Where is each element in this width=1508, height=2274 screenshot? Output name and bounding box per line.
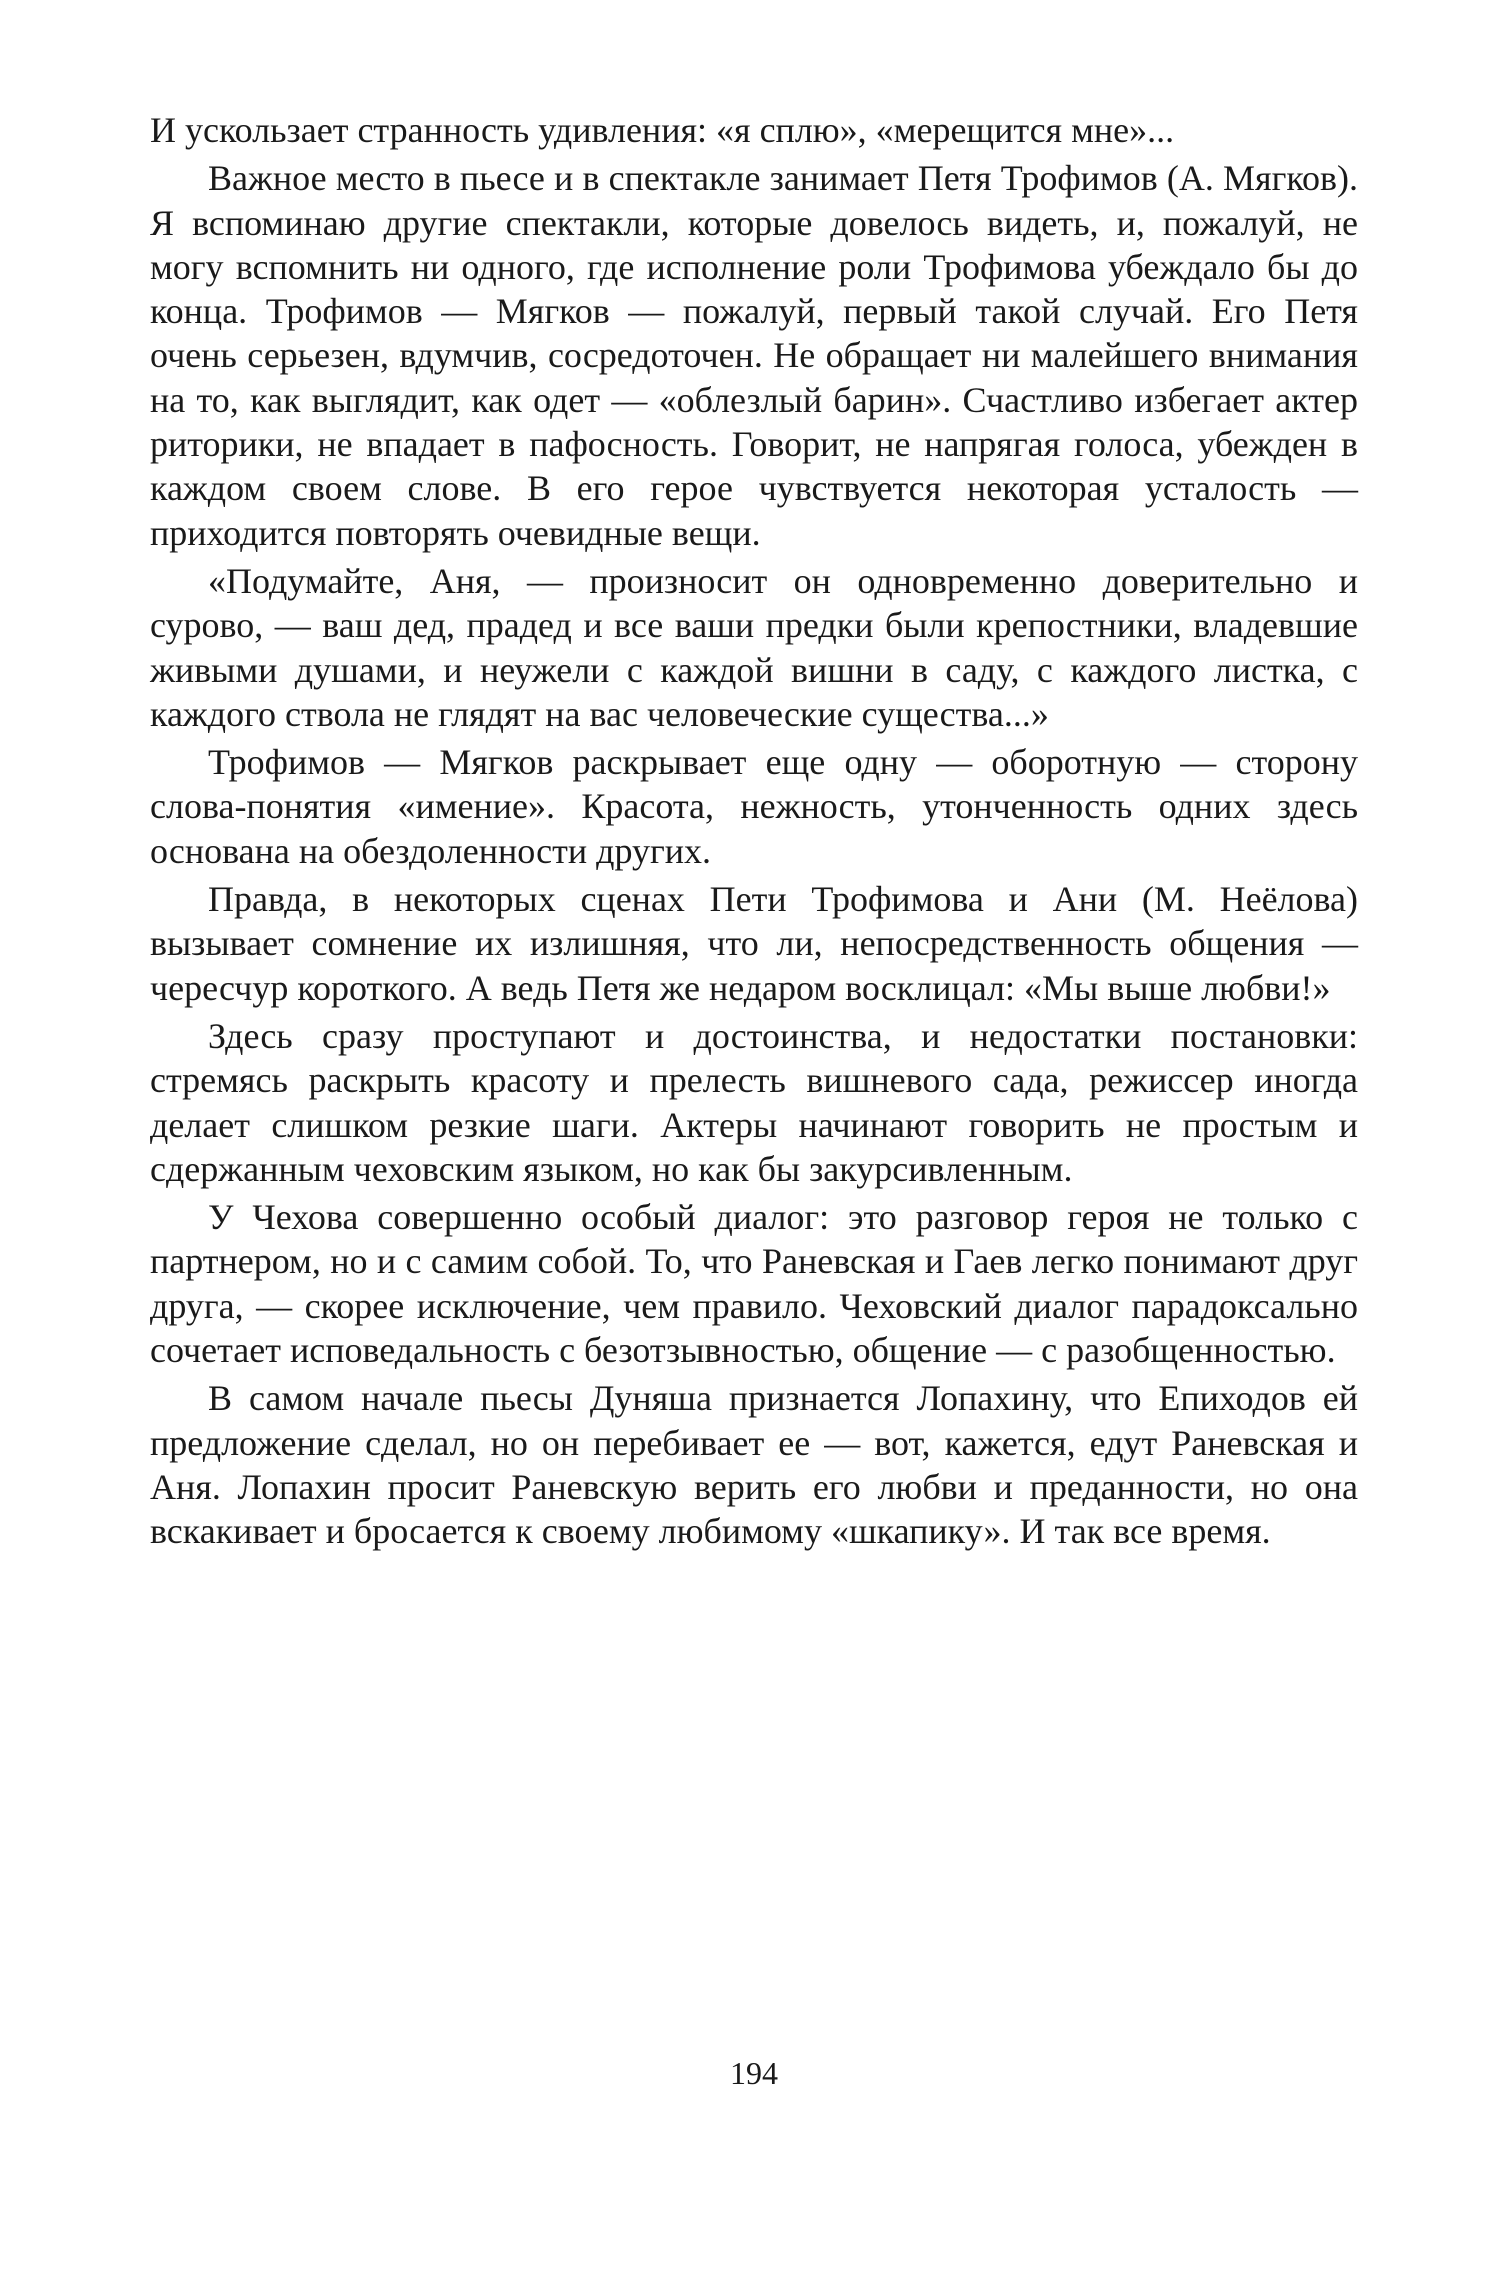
paragraph-6: Здесь сразу проступают и достоинства, и недостатки постановки: стремясь раскрыть красоту и прелесть вишневого сада, режиссер иногда делает слишком резкие шаги. Актеры начинают говорить не простым и сдержанным чеховским языком, но как бы закурсивленным. bbox=[150, 1015, 1358, 1189]
paragraph-3: «Подумайте, Аня, — произносит он одновременно доверительно и сурово, — ваш дед, прадед и все ваши предки были крепостники, владевшие живыми душами, и неужели с каждой вишни в саду, с каждого листка, с каждого ствола не глядят на вас человеческие существа...» bbox=[150, 560, 1358, 734]
paragraph-2: Важное место в пьесе и в спектакле занимает Петя Трофимов (А. Мягков). Я вспоминаю другие спектакли, которые довелось видеть, и, пожалуй, не могу вспомнить ни одного, где исполнение роли Трофимова убеждало бы до конца. Трофимов — Мягков — пожалуй, первый такой случай. Его Петя очень серьезен, вдумчив, сосредоточен. Не обращает ни малейшего внимания на то, как выглядит, как одет — «облезлый барин». Счастливо избегает актер риторики, не впадает в пафосность. Говорит, не напрягая голоса, убежден в каждом своем слове. В его герое чувствуется некоторая усталость — приходится повторять очевидные вещи. bbox=[150, 158, 1358, 553]
paragraph-4: Трофимов — Мягков раскрывает еще одну — оборотную — сторону слова-понятия «имение». Красота, нежность, утонченность одних здесь основана на обездоленности других. bbox=[150, 742, 1358, 871]
paragraph-5: Правда, в некоторых сценах Пети Трофимова и Ани (М. Неёлова) вызывает сомнение их излишняя, что ли, непосредственность общения — чересчур короткого. А ведь Петя же недаром восклицал: «Мы выше любви!» bbox=[150, 879, 1358, 1008]
paragraph-7: У Чехова совершенно особый диалог: это разговор героя не только с партнером, но и с самим собой. То, что Раневская и Гаев легко понимают друг друга, — скорее исключение, чем правило. Чеховский диалог парадоксально сочетает исповедальность с безотзывностью, общение — с разобщенностью. bbox=[150, 1197, 1358, 1371]
paragraph-8: В самом начале пьесы Дуняша признается Лопахину, что Епиходов ей предложение сделал, но он перебивает ее — вот, кажется, едут Раневская и Аня. Лопахин просит Раневскую верить его любви и преданности, но она вскакивает и бросается к своему любимому «шкапику». И так все время. bbox=[150, 1378, 1358, 1552]
page-number: 194 bbox=[730, 2055, 778, 2091]
paragraph-1: И ускользает странность удивления: «я сплю», «мерещится мне»... bbox=[150, 110, 1175, 150]
page-text bbox=[150, 108, 1358, 1558]
